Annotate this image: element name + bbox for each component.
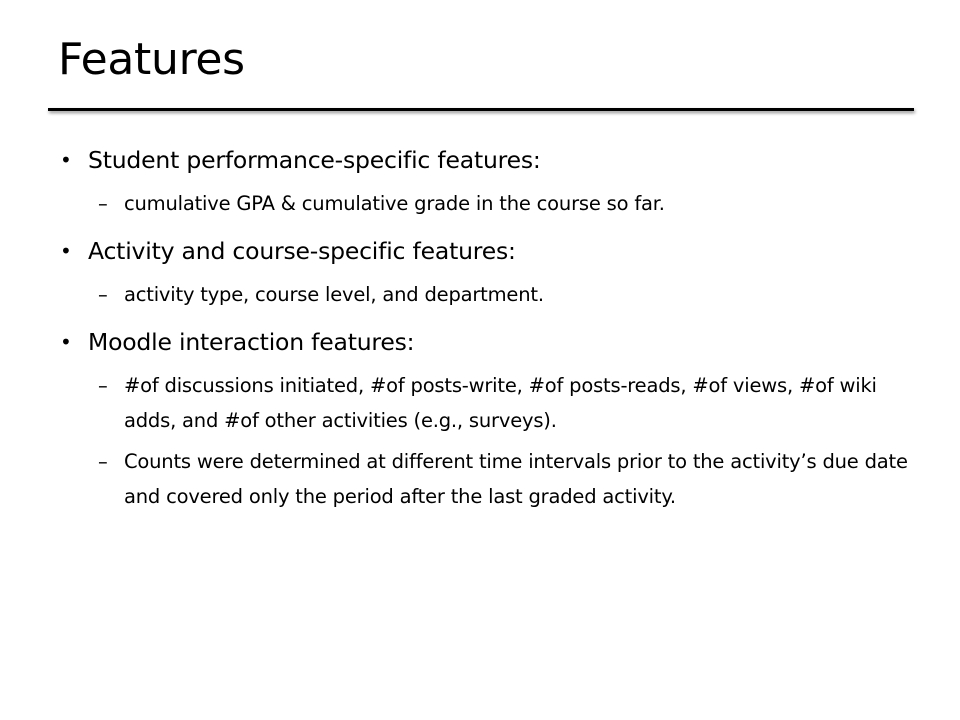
sub-bullet-item [60,444,920,514]
slide-body [60,140,920,514]
sub-bullet-item [60,277,920,312]
bullet-icon: • [60,239,72,263]
slide-title: Features [58,34,245,85]
dash-icon: – [98,450,108,473]
bullet-icon: • [60,148,72,172]
sub-bullet-text: Counts were determined at different time intervals prior to the activity’s due date and covered only the period after the last graded activity. [124,450,908,508]
bullet-item [60,322,920,362]
sub-bullet-text: activity type, course level, and department. [124,283,544,306]
sub-bullet-text: #of discussions initiated, #of posts-write, #of posts-reads, #of views, #of wiki adds, and #of other activities (e.g., surveys). [124,374,877,432]
title-underline [48,108,914,111]
dash-icon: – [98,192,108,215]
sub-bullet-item [60,368,920,438]
bullet-icon: • [60,330,72,354]
sub-bullet-text: cumulative GPA & cumulative grade in the course so far. [124,192,665,215]
dash-icon: – [98,283,108,306]
bullet-item [60,140,920,180]
bullet-item [60,231,920,271]
sub-bullet-item [60,186,920,221]
bullet-text: Moodle interaction features: [88,328,415,356]
bullet-text: Student performance-specific features: [88,146,541,174]
dash-icon: – [98,374,108,397]
bullet-text: Activity and course-specific features: [88,237,516,265]
